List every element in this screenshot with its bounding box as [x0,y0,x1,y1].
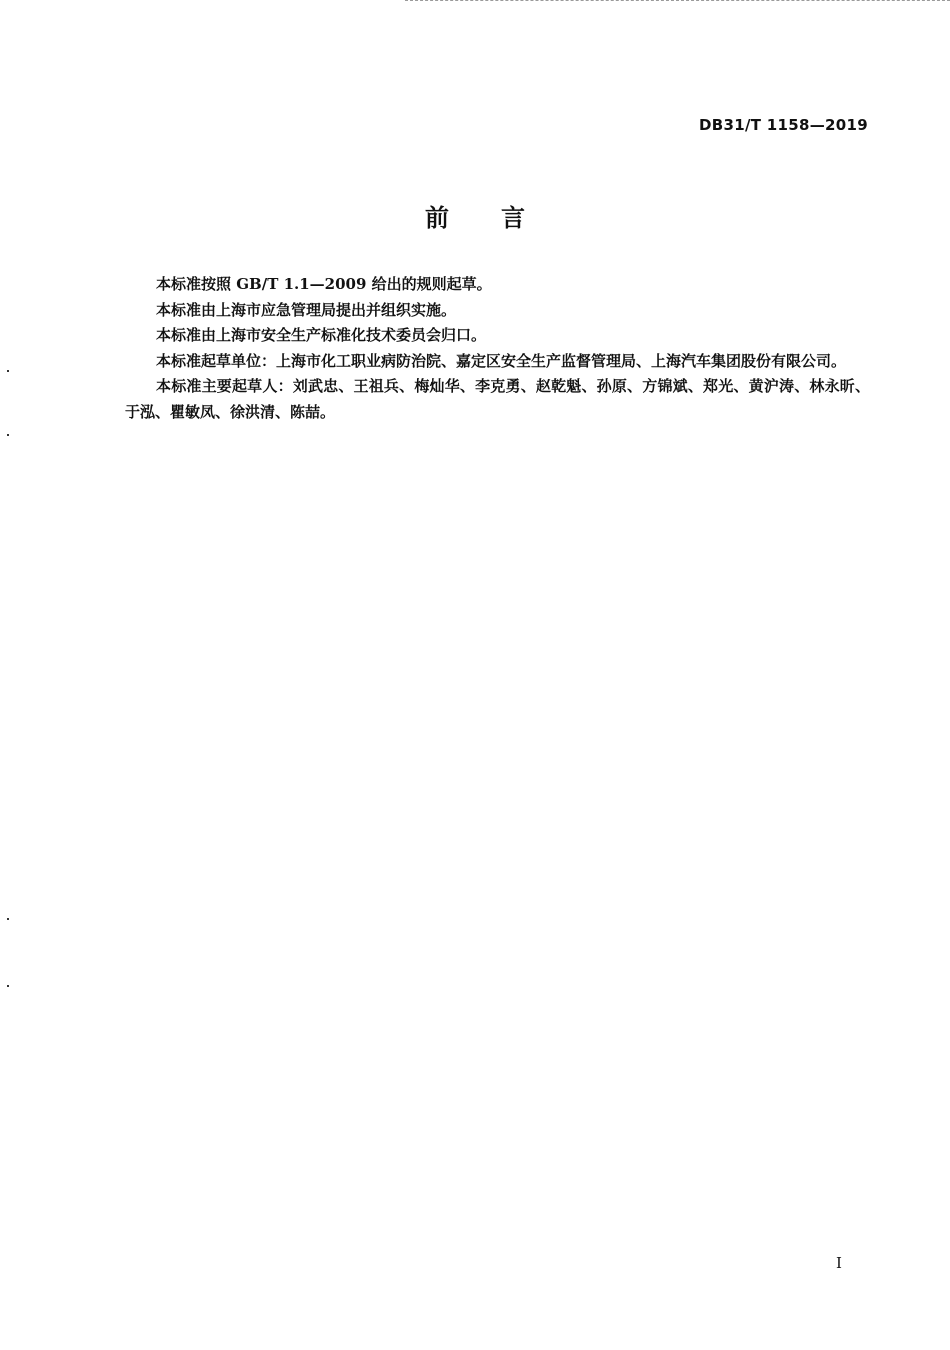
scan-top-rule [405,0,950,1]
paragraph-drafters: 本标准主要起草人：刘武忠、王祖兵、梅灿华、李克勇、赵乾魁、孙原、方锦斌、郑光、黄沪涛、林永昕、于泓、瞿敏凤、徐洪清、陈喆。 [125,377,870,421]
foreword-body [125,272,870,425]
scan-mark [7,918,9,920]
scan-mark [7,985,9,987]
paragraph-centralized-by: 本标准由上海市安全生产标准化技术委员会归口。 [156,326,487,344]
paragraph-drafting-units: 本标准起草单位：上海市化工职业病防治院、嘉定区安全生产监督管理局、上海汽车集团股份有限公司。 [156,351,847,370]
standard-code: DB31/T 1158—2019 [699,116,868,134]
page-title: 前言 [425,204,577,232]
scan-mark [7,434,9,436]
page-number: I [836,1254,842,1272]
paragraph-drafting-rules: 本标准按照 GB/T 1.1—2009 给出的规则起草。 [156,275,492,293]
paragraph-proposer: 本标准由上海市应急管理局提出并组织实施。 [156,300,457,319]
scan-mark [7,370,9,372]
